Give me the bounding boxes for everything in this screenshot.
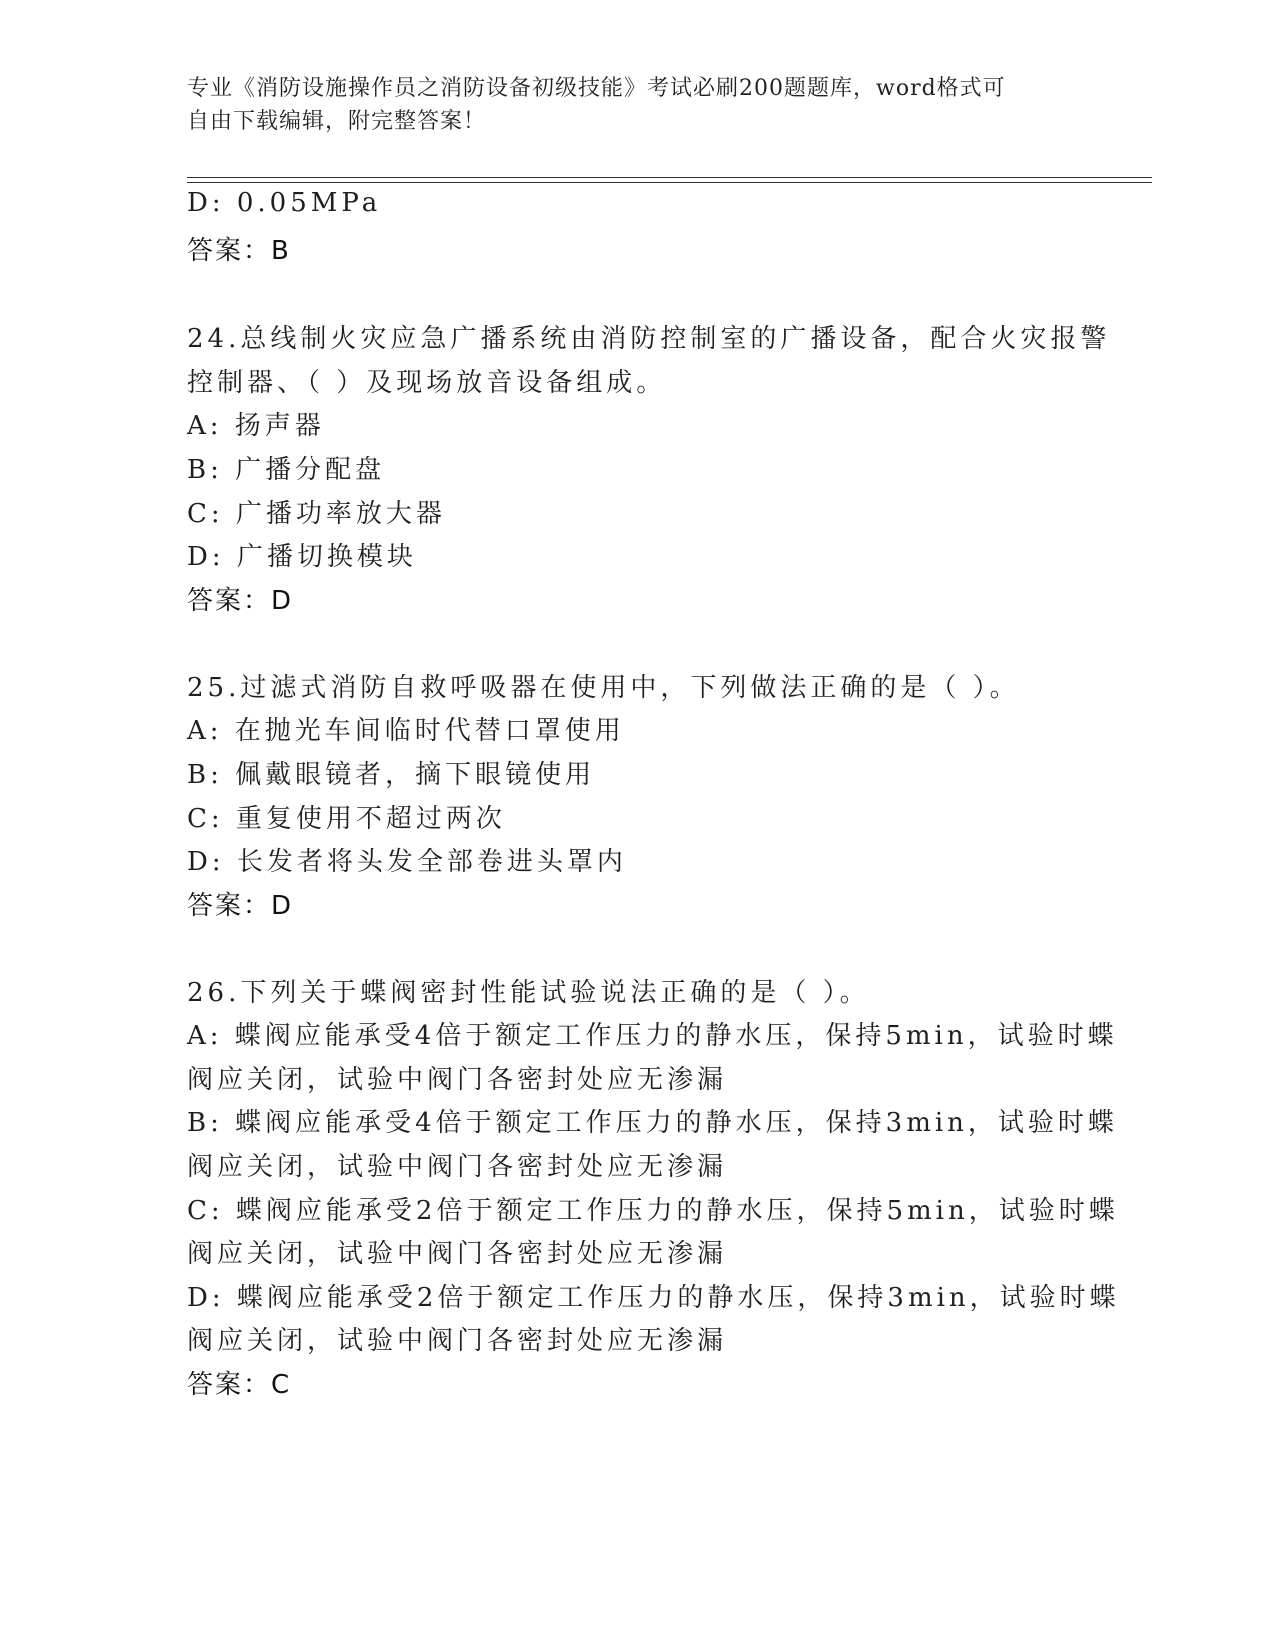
- question-26-option-d-line-2: 阀应关闭，试验中阀门各密封处应无渗漏: [187, 1326, 728, 1356]
- question-26-option-d-line-1: D: 蝶阀应能承受2倍于额定工作压力的静水压，保持3min，试验时蝶: [187, 1283, 1120, 1313]
- header-divider-bottom: [187, 182, 1152, 183]
- question-26-option-b-line-2: 阀应关闭，试验中阀门各密封处应无渗漏: [187, 1152, 728, 1182]
- header-line-2: 自由下载编辑，附完整答案！: [187, 109, 487, 134]
- question-26-option-c-line-2: 阀应关闭，试验中阀门各密封处应无渗漏: [187, 1239, 728, 1269]
- question-24-option-d: D: 广播切换模块: [187, 542, 417, 572]
- question-26-option-c-line-1: C: 蝶阀应能承受2倍于额定工作压力的静水压，保持5min，试验时蝶: [187, 1196, 1119, 1226]
- header-line-1: 专业《消防设施操作员之消防设备初级技能》考试必刷200题题库，word格式可: [187, 76, 1006, 101]
- option-d: D: 0.05MPa: [187, 188, 382, 218]
- question-24-answer: 答案：D: [187, 586, 294, 616]
- question-25-stem: 25.过滤式消防自救呼吸器在使用中，下列做法正确的是（ ）。: [187, 673, 1020, 703]
- question-25-answer: 答案：D: [187, 891, 294, 921]
- question-25-option-b: B: 佩戴眼镜者，摘下眼镜使用: [187, 760, 596, 790]
- question-25-option-d: D: 长发者将头发全部卷进头罩内: [187, 847, 627, 877]
- question-25-option-a: A: 在抛光车间临时代替口罩使用: [187, 716, 625, 746]
- question-24-option-b: B: 广播分配盘: [187, 455, 386, 485]
- question-26-option-a-line-1: A: 蝶阀应能承受4倍于额定工作压力的静水压，保持5min，试验时蝶: [187, 1021, 1118, 1051]
- question-26-option-a-line-2: 阀应关闭，试验中阀门各密封处应无渗漏: [187, 1065, 728, 1095]
- question-24-stem-line-2: 控制器、（ ）及现场放音设备组成。: [187, 368, 667, 398]
- question-24-option-c: C: 广播功率放大器: [187, 499, 446, 529]
- question-26-stem: 26.下列关于蝶阀密封性能试验说法正确的是（ ）。: [187, 978, 870, 1008]
- header-divider-top: [187, 177, 1152, 178]
- answer-line: 答案：B: [187, 236, 291, 266]
- document-header: [187, 72, 1067, 138]
- question-24-stem-line-1: 24.总线制火灾应急广播系统由消防控制室的广播设备，配合火灾报警: [187, 324, 1111, 354]
- question-26-option-b-line-1: B: 蝶阀应能承受4倍于额定工作压力的静水压，保持3min，试验时蝶: [187, 1108, 1118, 1138]
- question-25-option-c: C: 重复使用不超过两次: [187, 804, 506, 834]
- question-24-option-a: A: 扬声器: [187, 411, 325, 441]
- question-26-answer: 答案：C: [187, 1370, 292, 1400]
